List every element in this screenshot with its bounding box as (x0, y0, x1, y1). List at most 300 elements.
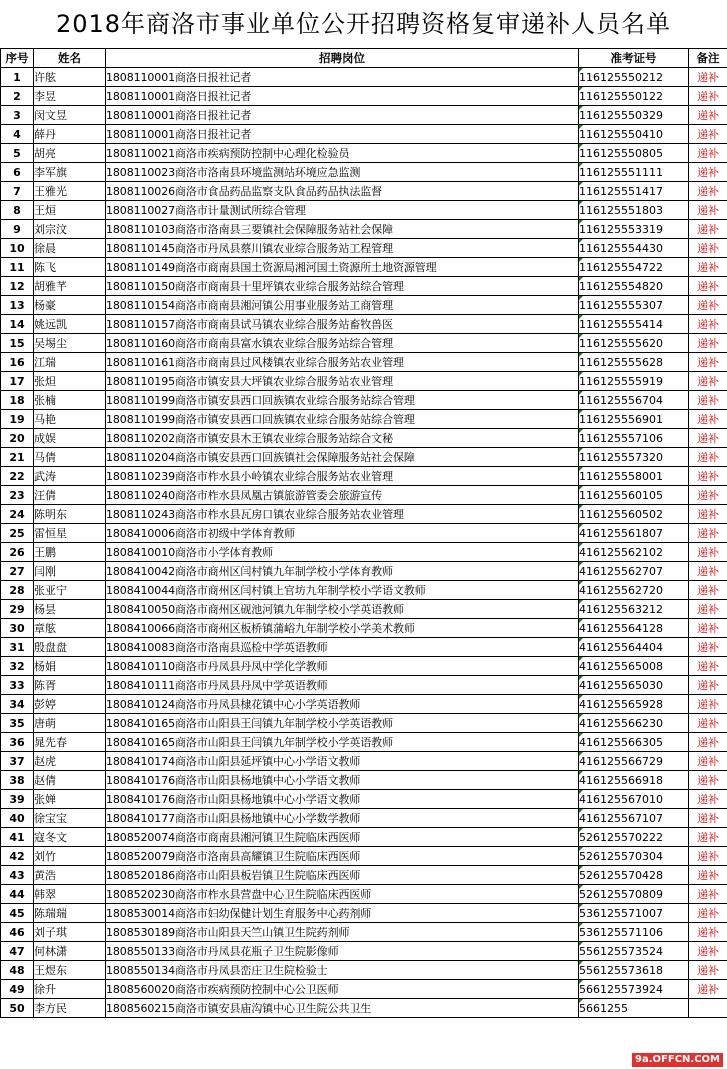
admission-ticket-number: 116125560502 (579, 505, 689, 524)
remark: 递补 (689, 524, 727, 543)
candidate-name: 赵倩 (34, 771, 106, 790)
candidate-name: 马艳 (34, 410, 106, 429)
header-name: 姓名 (34, 49, 106, 68)
table-row (1, 923, 727, 942)
candidate-name: 胡雅芊 (34, 277, 106, 296)
candidate-name: 徐升 (34, 980, 106, 999)
admission-ticket-number: 116125554820 (579, 277, 689, 296)
table-row (1, 942, 727, 961)
row-number: 13 (1, 296, 34, 315)
admission-ticket-number: 5661255 (579, 999, 689, 1018)
recruitment-post: 1808410050商洛市商州区砚池河镇九年制学校小学英语教师 (106, 600, 579, 619)
remark: 递补 (689, 790, 727, 809)
recruitment-post: 1808550133商洛市丹凤县花瓶子卫生院影像师 (106, 942, 579, 961)
candidate-name: 张炟 (34, 372, 106, 391)
row-number: 47 (1, 942, 34, 961)
recruitment-post: 1808530014商洛市妇幼保健计划生育服务中心药剂师 (106, 904, 579, 923)
candidate-name: 杨豪 (34, 296, 106, 315)
table-row (1, 505, 727, 524)
recruitment-post: 1808110204商洛市镇安县西口回族镇社会保障服务站社会保障 (106, 448, 579, 467)
watermark: 9a.OFFCN.COM (632, 1053, 723, 1067)
table-row (1, 885, 727, 904)
table-row (1, 961, 727, 980)
recruitment-post: 1808110150商洛市商南县十里坪镇农业综合服务站综合管理 (106, 277, 579, 296)
candidate-name: 王雅光 (34, 182, 106, 201)
table-row (1, 543, 727, 562)
row-number: 36 (1, 733, 34, 752)
remark: 递补 (689, 904, 727, 923)
admission-ticket-number: 116125551111 (579, 163, 689, 182)
admission-ticket-number: 416125566230 (579, 714, 689, 733)
admission-ticket-number: 116125555628 (579, 353, 689, 372)
candidate-name: 陈明东 (34, 505, 106, 524)
remark: 递补 (689, 68, 727, 87)
remark: 递补 (689, 448, 727, 467)
candidate-name: 章舷 (34, 619, 106, 638)
recruitment-post: 1808110001商洛日报社记者 (106, 106, 579, 125)
candidate-name: 寇冬文 (34, 828, 106, 847)
remark: 递补 (689, 714, 727, 733)
admission-ticket-number: 526125570304 (579, 847, 689, 866)
candidate-name: 韩翠 (34, 885, 106, 904)
candidate-name: 姚远凯 (34, 315, 106, 334)
table-row (1, 410, 727, 429)
table-row (1, 106, 727, 125)
admission-ticket-number: 116125550212 (579, 68, 689, 87)
candidate-name: 唐萌 (34, 714, 106, 733)
admission-ticket-number: 116125550410 (579, 125, 689, 144)
table-row (1, 676, 727, 695)
candidate-name: 张楠 (34, 391, 106, 410)
table-row (1, 258, 727, 277)
row-number: 31 (1, 638, 34, 657)
remark: 递补 (689, 505, 727, 524)
recruitment-post: 1808410010商洛市小学体育教师 (106, 543, 579, 562)
candidate-name: 许舷 (34, 68, 106, 87)
table-row (1, 429, 727, 448)
row-number: 33 (1, 676, 34, 695)
row-number: 43 (1, 866, 34, 885)
table-row (1, 790, 727, 809)
remark: 递补 (689, 771, 727, 790)
header-no: 序号 (1, 49, 34, 68)
admission-ticket-number: 416125564128 (579, 619, 689, 638)
recruitment-post: 1808110195商洛市镇安县大坪镇农业综合服务站农业管理 (106, 372, 579, 391)
row-number: 32 (1, 657, 34, 676)
remark: 递补 (689, 144, 727, 163)
header-note: 备注 (689, 49, 727, 68)
remark: 递补 (689, 657, 727, 676)
candidate-name: 晁先春 (34, 733, 106, 752)
row-number: 17 (1, 372, 34, 391)
recruitment-post: 1808110001商洛日报社记者 (106, 87, 579, 106)
table-row (1, 638, 727, 657)
admission-ticket-number: 416125561807 (579, 524, 689, 543)
admission-ticket-number: 116125554722 (579, 258, 689, 277)
row-number: 9 (1, 220, 34, 239)
remark: 递补 (689, 828, 727, 847)
remark: 递补 (689, 315, 727, 334)
row-number: 2 (1, 87, 34, 106)
admission-ticket-number: 416125566305 (579, 733, 689, 752)
candidate-name: 闵文昱 (34, 106, 106, 125)
admission-ticket-number: 116125551803 (579, 201, 689, 220)
recruitment-post: 1808550134商洛市丹凤县峦庄卫生院检验士 (106, 961, 579, 980)
page-title: 2018年商洛市事业单位公开招聘资格复审递补人员名单 (55, 10, 672, 38)
row-number: 39 (1, 790, 34, 809)
header-post: 招聘岗位 (106, 49, 579, 68)
recruitment-post: 1808410177商洛市山阳县杨地镇中心小学数学教师 (106, 809, 579, 828)
candidate-name: 彭婷 (34, 695, 106, 714)
recruitment-post: 1808110199商洛市镇安县西口回族镇农业综合服务站综合管理 (106, 410, 579, 429)
table-row (1, 87, 727, 106)
table-row (1, 239, 727, 258)
candidate-name: 刘宗汶 (34, 220, 106, 239)
candidate-name: 汪倩 (34, 486, 106, 505)
table-row (1, 144, 727, 163)
admission-ticket-number: 116125558001 (579, 467, 689, 486)
header-row (1, 49, 727, 68)
admission-ticket-number: 416125566729 (579, 752, 689, 771)
table-row (1, 904, 727, 923)
row-number: 6 (1, 163, 34, 182)
recruitment-post: 1808520079商洛市洛南县高耀镇卫生院临床西医师 (106, 847, 579, 866)
row-number: 5 (1, 144, 34, 163)
table-row (1, 752, 727, 771)
row-number: 11 (1, 258, 34, 277)
candidate-name: 王鹏 (34, 543, 106, 562)
remark: 递补 (689, 334, 727, 353)
row-number: 14 (1, 315, 34, 334)
roster-body (1, 68, 727, 1018)
remark: 递补 (689, 258, 727, 277)
table-row (1, 296, 727, 315)
recruitment-post: 1808560020商洛市疾病预防控制中心公卫医师 (106, 980, 579, 999)
recruitment-post: 1808110021商洛市疾病预防控制中心理化检验员 (106, 144, 579, 163)
admission-ticket-number: 116125554430 (579, 239, 689, 258)
recruitment-post: 1808110145商洛市丹凤县蔡川镇农业综合服务站工程管理 (106, 239, 579, 258)
candidate-name: 徐晨 (34, 239, 106, 258)
row-number: 42 (1, 847, 34, 866)
table-row (1, 809, 727, 828)
admission-ticket-number: 536125571106 (579, 923, 689, 942)
remark: 递补 (689, 239, 727, 258)
recruitment-post: 1808110026商洛市食品药品监察支队食品药品执法监督 (106, 182, 579, 201)
table-row (1, 68, 727, 87)
row-number: 15 (1, 334, 34, 353)
row-number: 8 (1, 201, 34, 220)
remark: 递补 (689, 182, 727, 201)
row-number: 45 (1, 904, 34, 923)
admission-ticket-number: 116125550329 (579, 106, 689, 125)
table-row (1, 163, 727, 182)
recruitment-post: 1808110161商洛市商南县过风楼镇农业综合服务站农业管理 (106, 353, 579, 372)
table-row (1, 771, 727, 790)
row-number: 24 (1, 505, 34, 524)
table-row (1, 277, 727, 296)
admission-ticket-number: 116125560105 (579, 486, 689, 505)
recruitment-post: 1808110157商洛市商南县试马镇农业综合服务站畜牧兽医 (106, 315, 579, 334)
remark: 递补 (689, 847, 727, 866)
row-number: 18 (1, 391, 34, 410)
candidate-name: 张婵 (34, 790, 106, 809)
row-number: 21 (1, 448, 34, 467)
row-number: 28 (1, 581, 34, 600)
table-row (1, 391, 727, 410)
admission-ticket-number: 116125555307 (579, 296, 689, 315)
table-row (1, 372, 727, 391)
remark: 递补 (689, 87, 727, 106)
remark: 递补 (689, 486, 727, 505)
row-number: 49 (1, 980, 34, 999)
candidate-name: 徐宝宝 (34, 809, 106, 828)
recruitment-post: 1808410176商洛市山阳县杨地镇中心小学语文教师 (106, 771, 579, 790)
remark: 递补 (689, 372, 727, 391)
table-row (1, 220, 727, 239)
candidate-name: 陈瑞瑞 (34, 904, 106, 923)
recruitment-post: 1808110160商洛市商南县富水镇农业综合服务站综合管理 (106, 334, 579, 353)
recruitment-post: 1808520186商洛市山阳县板岩镇卫生院临床西医师 (106, 866, 579, 885)
row-number: 10 (1, 239, 34, 258)
candidate-name: 闫刚 (34, 562, 106, 581)
recruitment-post: 1808110202商洛市镇安县木王镇农业综合服务站综合文秘 (106, 429, 579, 448)
recruitment-post: 1808110149商洛市商南县国土资源局湘河国土资源所土地资源管理 (106, 258, 579, 277)
candidate-name: 李方民 (34, 999, 106, 1018)
recruitment-post: 1808410165商洛市山阳县王闫镇九年制学校小学英语教师 (106, 733, 579, 752)
recruitment-post: 1808110154商洛市商南县湘河镇公用事业服务站工商管理 (106, 296, 579, 315)
remark: 递补 (689, 201, 727, 220)
admission-ticket-number: 416125562720 (579, 581, 689, 600)
row-number: 35 (1, 714, 34, 733)
admission-ticket-number: 416125565030 (579, 676, 689, 695)
admission-ticket-number: 416125562102 (579, 543, 689, 562)
candidate-name: 李军旗 (34, 163, 106, 182)
remark: 递补 (689, 695, 727, 714)
recruitment-post: 1808110199商洛市镇安县西口回族镇农业综合服务站综合管理 (106, 391, 579, 410)
row-number: 1 (1, 68, 34, 87)
row-number: 22 (1, 467, 34, 486)
table-row (1, 125, 727, 144)
recruitment-post: 1808410042商洛市商州区闫村镇九年制学校小学体育教师 (106, 562, 579, 581)
table-row (1, 980, 727, 999)
row-number: 37 (1, 752, 34, 771)
remark: 递补 (689, 429, 727, 448)
row-number: 44 (1, 885, 34, 904)
remark: 递补 (689, 942, 727, 961)
recruitment-post: 1808410110商洛市丹凤县丹凤中学化学教师 (106, 657, 579, 676)
recruitment-post: 1808520230商洛市柞水县营盘中心卫生院临床西医师 (106, 885, 579, 904)
recruitment-post: 1808110027商洛市计量测试所综合管理 (106, 201, 579, 220)
row-number: 38 (1, 771, 34, 790)
admission-ticket-number: 116125557106 (579, 429, 689, 448)
remark: 递补 (689, 809, 727, 828)
candidate-name: 成娱 (34, 429, 106, 448)
row-number: 12 (1, 277, 34, 296)
table-row (1, 353, 727, 372)
recruitment-post: 1808110239商洛市柞水县小岭镇农业综合服务站农业管理 (106, 467, 579, 486)
recruitment-post: 1808560215商洛市镇安县庙沟镇中心卫生院公共卫生 (106, 999, 579, 1018)
recruitment-post: 1808410124商洛市丹凤县棣花镇中心小学英语教师 (106, 695, 579, 714)
candidate-name: 黄浩 (34, 866, 106, 885)
admission-ticket-number: 116125550805 (579, 144, 689, 163)
candidate-name: 武涛 (34, 467, 106, 486)
row-number: 41 (1, 828, 34, 847)
roster-table (0, 48, 727, 1018)
remark: 递补 (689, 980, 727, 999)
table-row (1, 828, 727, 847)
candidate-name: 陈飞 (34, 258, 106, 277)
row-number: 20 (1, 429, 34, 448)
recruitment-post: 1808410176商洛市山阳县杨地镇中心小学语文教师 (106, 790, 579, 809)
table-row (1, 619, 727, 638)
candidate-name: 胡亮 (34, 144, 106, 163)
recruitment-post: 1808110103商洛市洛南县三要镇社会保障服务站社会保障 (106, 220, 579, 239)
recruitment-post: 1808110240商洛市柞水县凤凰古镇旅游管委会旅游宣传 (106, 486, 579, 505)
table-row (1, 182, 727, 201)
candidate-name: 王煜东 (34, 961, 106, 980)
candidate-name: 陈胥 (34, 676, 106, 695)
recruitment-post: 1808410174商洛市山阳县延坪镇中心小学语文教师 (106, 752, 579, 771)
admission-ticket-number: 116125557320 (579, 448, 689, 467)
table-row (1, 733, 727, 752)
admission-ticket-number: 416125564404 (579, 638, 689, 657)
table-row (1, 201, 727, 220)
row-number: 3 (1, 106, 34, 125)
admission-ticket-number: 416125563212 (579, 600, 689, 619)
candidate-name: 马倩 (34, 448, 106, 467)
recruitment-post: 1808110001商洛日报社记者 (106, 125, 579, 144)
row-number: 19 (1, 410, 34, 429)
row-number: 29 (1, 600, 34, 619)
row-number: 7 (1, 182, 34, 201)
recruitment-post: 1808410111商洛市丹凤县丹凤中学英语教师 (106, 676, 579, 695)
table-row (1, 467, 727, 486)
remark: 递补 (689, 600, 727, 619)
remark: 递补 (689, 676, 727, 695)
row-number: 40 (1, 809, 34, 828)
table-row (1, 714, 727, 733)
remark: 递补 (689, 410, 727, 429)
admission-ticket-number: 116125555620 (579, 334, 689, 353)
table-row (1, 999, 727, 1018)
remark: 递补 (689, 961, 727, 980)
remark: 递补 (689, 163, 727, 182)
remark (689, 999, 727, 1018)
admission-ticket-number: 116125553319 (579, 220, 689, 239)
candidate-name: 李昱 (34, 87, 106, 106)
row-number: 50 (1, 999, 34, 1018)
admission-ticket-number: 526125570222 (579, 828, 689, 847)
candidate-name: 杨娟 (34, 657, 106, 676)
recruitment-post: 1808410066商洛市商州区板桥镇蒲峪九年制学校小学美术教师 (106, 619, 579, 638)
row-number: 16 (1, 353, 34, 372)
candidate-name: 刘子琪 (34, 923, 106, 942)
admission-ticket-number: 416125565928 (579, 695, 689, 714)
table-row (1, 866, 727, 885)
row-number: 25 (1, 524, 34, 543)
table-row (1, 600, 727, 619)
remark: 递补 (689, 923, 727, 942)
row-number: 23 (1, 486, 34, 505)
remark: 递补 (689, 581, 727, 600)
admission-ticket-number: 416125567107 (579, 809, 689, 828)
remark: 递补 (689, 353, 727, 372)
row-number: 26 (1, 543, 34, 562)
admission-ticket-number: 116125550122 (579, 87, 689, 106)
table-row (1, 695, 727, 714)
admission-ticket-number: 116125556901 (579, 410, 689, 429)
remark: 递补 (689, 543, 727, 562)
remark: 递补 (689, 733, 727, 752)
table-row (1, 334, 727, 353)
remark: 递补 (689, 562, 727, 581)
row-number: 48 (1, 961, 34, 980)
row-number: 4 (1, 125, 34, 144)
admission-ticket-number: 526125570428 (579, 866, 689, 885)
recruitment-post: 1808410083商洛市洛南县巡检中学英语教师 (106, 638, 579, 657)
candidate-name: 雷恒星 (34, 524, 106, 543)
admission-ticket-number: 416125566918 (579, 771, 689, 790)
table-row (1, 315, 727, 334)
admission-ticket-number: 116125556704 (579, 391, 689, 410)
candidate-name: 张亚宁 (34, 581, 106, 600)
table-row (1, 657, 727, 676)
admission-ticket-number: 556125573524 (579, 942, 689, 961)
remark: 递补 (689, 866, 727, 885)
remark: 递补 (689, 885, 727, 904)
table-row (1, 524, 727, 543)
admission-ticket-number: 416125565008 (579, 657, 689, 676)
admission-ticket-number: 536125571007 (579, 904, 689, 923)
row-number: 46 (1, 923, 34, 942)
remark: 递补 (689, 277, 727, 296)
candidate-name: 刘竹 (34, 847, 106, 866)
remark: 递补 (689, 619, 727, 638)
remark: 递补 (689, 752, 727, 771)
admission-ticket-number: 416125567010 (579, 790, 689, 809)
remark: 递补 (689, 467, 727, 486)
remark: 递补 (689, 296, 727, 315)
recruitment-post: 1808410006商洛市初级中学体育教师 (106, 524, 579, 543)
remark: 递补 (689, 638, 727, 657)
admission-ticket-number: 116125555919 (579, 372, 689, 391)
admission-ticket-number: 416125562707 (579, 562, 689, 581)
recruitment-post: 1808530189商洛市山阳县天竺山镇卫生院药剂师 (106, 923, 579, 942)
row-number: 34 (1, 695, 34, 714)
candidate-name: 殷盘盘 (34, 638, 106, 657)
remark: 递补 (689, 106, 727, 125)
recruitment-post: 1808110001商洛日报社记者 (106, 68, 579, 87)
remark: 递补 (689, 220, 727, 239)
admission-ticket-number: 116125551417 (579, 182, 689, 201)
candidate-name: 王烜 (34, 201, 106, 220)
table-row (1, 847, 727, 866)
recruitment-post: 1808410044商洛市商州区闫村镇上官坊九年制学校小学语文教师 (106, 581, 579, 600)
header-ticket: 准考证号 (579, 49, 689, 68)
table-row (1, 448, 727, 467)
recruitment-post: 1808410165商洛市山阳县王闫镇九年制学校小学英语教师 (106, 714, 579, 733)
remark: 递补 (689, 125, 727, 144)
recruitment-post: 1808110023商洛市洛南县环境监测站环境应急监测 (106, 163, 579, 182)
table-row (1, 562, 727, 581)
candidate-name: 赵虎 (34, 752, 106, 771)
candidate-name: 江瑞 (34, 353, 106, 372)
admission-ticket-number: 526125570809 (579, 885, 689, 904)
row-number: 27 (1, 562, 34, 581)
candidate-name: 吴埸尘 (34, 334, 106, 353)
admission-ticket-number: 566125573924 (579, 980, 689, 999)
table-row (1, 581, 727, 600)
